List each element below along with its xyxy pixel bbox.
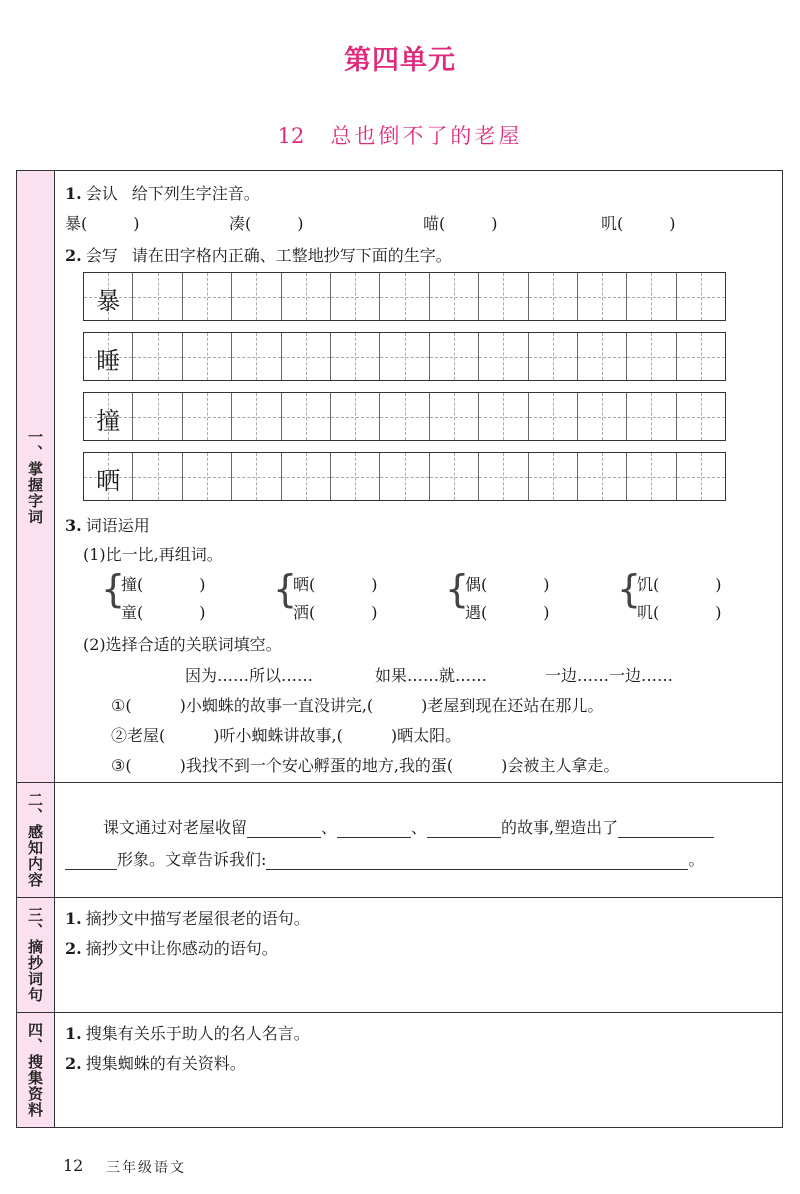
section-excerpts bbox=[17, 898, 782, 1013]
q2-heading bbox=[65, 243, 452, 266]
pinyin-item[interactable]: 叽( ) bbox=[601, 214, 676, 233]
excerpt-task: 2. 摘抄文中让你感动的语句。 bbox=[65, 939, 278, 958]
section-sidebar bbox=[17, 171, 55, 782]
grid-char: 暴 bbox=[96, 287, 121, 315]
section-label: 三、摘抄词句 bbox=[26, 907, 44, 1003]
research-task: 1. 搜集有关乐于助人的名人名言。 bbox=[65, 1024, 310, 1043]
brace-icon: { bbox=[101, 567, 126, 611]
word-pair-item[interactable]: 偶( ) bbox=[465, 575, 550, 594]
section-sidebar bbox=[17, 1013, 55, 1127]
section-content bbox=[55, 1013, 782, 1127]
word-pair-item[interactable]: 遇( ) bbox=[465, 603, 550, 622]
brace-icon: { bbox=[617, 567, 642, 611]
word-pair-item[interactable]: 撞( ) bbox=[121, 575, 206, 594]
word-pair-item[interactable]: 洒( ) bbox=[293, 603, 378, 622]
q2-number: 2. bbox=[65, 246, 82, 265]
fill-blank[interactable] bbox=[618, 820, 714, 838]
section-vocabulary bbox=[17, 171, 782, 783]
brace-icon: { bbox=[445, 567, 470, 611]
section-content bbox=[55, 171, 782, 782]
summary-line-2: 形象。文章告诉我们: 。 bbox=[65, 847, 704, 870]
pinyin-char: 凑( bbox=[229, 214, 252, 233]
word-pair-item[interactable]: 饥( ) bbox=[637, 575, 722, 594]
pinyin-char: 暴( bbox=[65, 214, 88, 233]
conjunction-option: 一边……一边…… bbox=[545, 666, 674, 685]
section-sidebar bbox=[17, 898, 55, 1012]
section-label: 四、搜集资料 bbox=[26, 1022, 44, 1118]
brace-icon: { bbox=[273, 567, 298, 611]
q3-number: 3. bbox=[65, 516, 82, 535]
section-content-summary bbox=[17, 783, 782, 898]
q3-sub2: (2)选择合适的关联词填空。 bbox=[83, 635, 282, 654]
section-label: 二、感知内容 bbox=[26, 792, 44, 888]
conjunction-option: 如果……就…… bbox=[375, 666, 488, 685]
section-research bbox=[17, 1013, 782, 1127]
section-label: 一、掌握字词 bbox=[26, 428, 44, 525]
pinyin-char: 喵( bbox=[423, 214, 446, 233]
pinyin-item[interactable]: 喵( ) bbox=[423, 214, 498, 233]
writing-grid-row[interactable] bbox=[83, 272, 726, 321]
fill-blank[interactable] bbox=[266, 852, 688, 870]
footer-text: 三年级语文 bbox=[106, 1160, 186, 1176]
word-pair-item[interactable]: 叽( ) bbox=[637, 603, 722, 622]
conjunction-sentence-2[interactable]: ②老屋( )听小蜘蛛讲故事,( )晒太阳。 bbox=[111, 726, 462, 745]
section-content bbox=[55, 898, 782, 1012]
word-pair-item[interactable]: 晒( ) bbox=[293, 575, 378, 594]
summary-line-1: 课文通过对老屋收留 、 、 的故事,塑造出了 bbox=[103, 815, 714, 838]
lesson-number: 12 bbox=[277, 124, 305, 148]
grid-char: 晒 bbox=[96, 467, 121, 495]
conjunction-sentence-3[interactable]: ③( )我找不到一个安心孵蛋的地方,我的蛋( )会被主人拿走。 bbox=[111, 756, 620, 775]
conjunction-sentence-1[interactable]: ①( )小蜘蛛的故事一直没讲完,( )老屋到现在还站在那儿。 bbox=[111, 696, 604, 715]
q3-heading bbox=[65, 513, 150, 536]
q1-heading bbox=[65, 181, 260, 204]
writing-grid-row[interactable] bbox=[83, 392, 726, 441]
pinyin-item[interactable]: 暴( ) bbox=[65, 214, 140, 233]
section-content bbox=[55, 783, 782, 897]
fill-blank[interactable] bbox=[247, 820, 321, 838]
q1-number: 1. bbox=[65, 184, 82, 203]
grid-char: 撞 bbox=[96, 407, 121, 435]
pinyin-item[interactable]: 凑( ) bbox=[229, 214, 304, 233]
q2-instruction: 请在田字格内正确、工整地抄写下面的生字。 bbox=[131, 246, 452, 265]
q3-head: 词语运用 bbox=[85, 516, 150, 535]
q3-sub1: (1)比一比,再组词。 bbox=[83, 545, 223, 564]
page-number: 12 bbox=[63, 1156, 84, 1175]
conjunction-option: 因为……所以…… bbox=[185, 666, 314, 685]
q2-head: 会写 bbox=[85, 246, 118, 265]
research-task: 2. 搜集蜘蛛的有关资料。 bbox=[65, 1054, 246, 1073]
word-pair-item[interactable]: 童( ) bbox=[121, 603, 206, 622]
writing-grid-row[interactable] bbox=[83, 332, 726, 381]
lesson-name: 总也倒不了的老屋 bbox=[330, 124, 523, 148]
fill-blank[interactable] bbox=[65, 852, 117, 870]
fill-blank[interactable] bbox=[337, 820, 411, 838]
fill-blank[interactable] bbox=[427, 820, 501, 838]
grid-char: 睡 bbox=[96, 347, 121, 375]
unit-title: 第四单元 bbox=[344, 45, 456, 76]
writing-grid-row[interactable] bbox=[83, 452, 726, 501]
section-sidebar bbox=[17, 783, 55, 897]
excerpt-task: 1. 摘抄文中描写老屋很老的语句。 bbox=[65, 909, 310, 928]
q1-instruction: 给下列生字注音。 bbox=[131, 184, 260, 203]
lesson-title bbox=[0, 120, 800, 150]
pinyin-char: 叽( bbox=[601, 214, 624, 233]
q1-head: 会认 bbox=[85, 184, 118, 203]
worksheet-table bbox=[16, 170, 783, 1128]
